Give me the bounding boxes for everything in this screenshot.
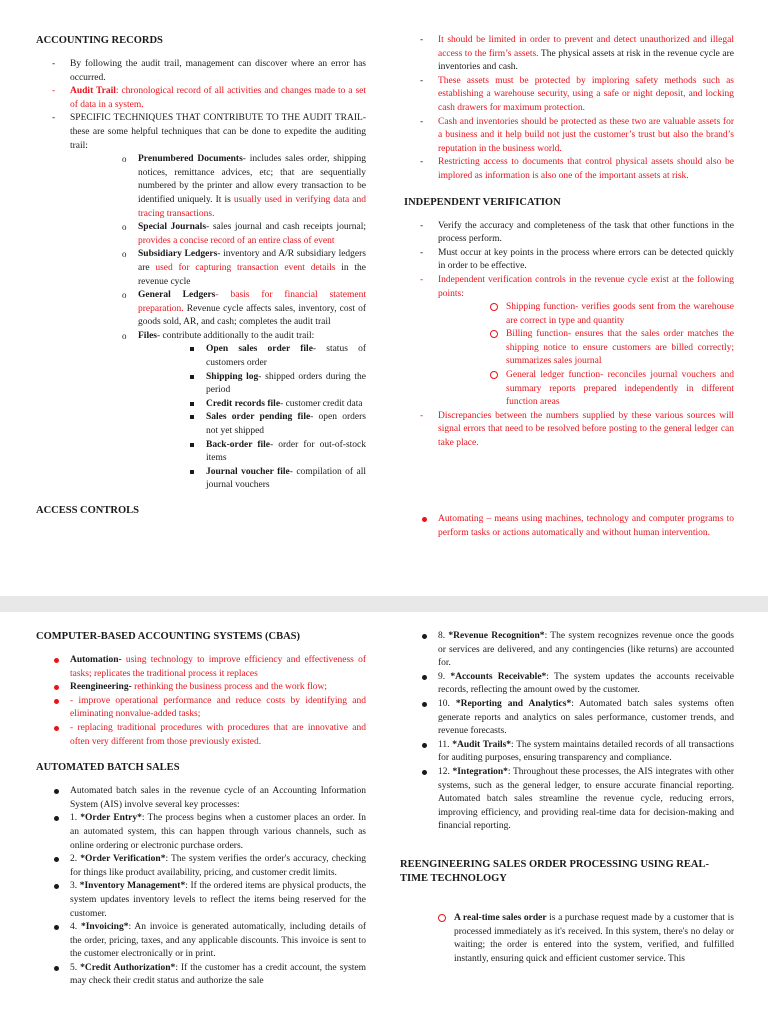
cbas-heading: COMPUTER-BASED ACCOUNTING SYSTEMS (CBAS) <box>36 631 300 642</box>
list-item: - Must occur at key points in the process where errors can be detected quickly in order to be effective. <box>420 247 734 272</box>
list-item: Automated batch sales in the revenue cycle of an Accounting Information System (AIS) involve several key processes: <box>36 785 366 812</box>
bullet-marker <box>54 884 59 889</box>
bullet-marker <box>422 517 427 522</box>
bullet-marker <box>54 816 59 821</box>
list-item: - replacing traditional procedures with procedures that are innovative and often very different from those previously existed. <box>36 722 366 749</box>
dash-marker: - <box>420 75 424 86</box>
list-item: - Verify the accuracy and completeness of the task that other functions in the process perform. <box>420 220 734 245</box>
bullet-marker <box>422 743 427 748</box>
list-item: Sales order pending file- open orders not yet shipped <box>172 411 366 438</box>
circle-marker <box>490 371 498 379</box>
square-marker <box>190 402 194 406</box>
bullet-marker <box>54 789 59 794</box>
list-item: Journal voucher file- compilation of all journal vouchers <box>172 466 366 493</box>
reengineering-heading: REENGINEERING SALES ORDER PROCESSING USING REAL-TIME TECHNOLOGY <box>400 858 709 884</box>
list-item: Shipping log- shipped orders during the period <box>172 371 366 398</box>
circle-marker: o <box>122 222 127 233</box>
circle-marker: o <box>122 154 127 165</box>
circle-marker <box>490 330 498 338</box>
dash-marker: - <box>420 116 424 127</box>
list-item: - It should be limited in order to prevent and detect unauthorized and illegal access to the firm’s assets. The physical assets at risk in the revenue cycle are inventories and cash. <box>420 35 734 73</box>
list-item: - Restricting access to documents that control physical assets should also be implored as information is also one of the important assets at risk. <box>420 157 734 181</box>
bullet-marker <box>54 658 59 663</box>
list-item: - Discrepancies between the numbers supplied by these various sources will signal errors that need to be resolved before posting to the general ledger can take place. <box>420 410 734 449</box>
circle-marker <box>490 303 498 311</box>
list-item: Back-order file- order for out-of-stock items <box>172 439 366 466</box>
page-separator <box>0 596 768 612</box>
realtime-list <box>404 912 734 966</box>
dash-marker: - <box>420 157 424 168</box>
bullet-marker <box>422 702 427 707</box>
dash-marker: - <box>420 274 424 285</box>
independent-verification-list <box>404 220 734 451</box>
circle-marker: o <box>122 330 127 341</box>
bullet-marker <box>422 634 427 639</box>
list-item: General ledger function- reconciles journal vouchers and summary reports prepared independently in different function areas <box>474 369 734 410</box>
list-item: 2. *Order Verification*: The system verifies the order's accuracy, checking for things like product availability, pricing, and customer credit limits. <box>36 853 366 880</box>
list-item: o General Ledgers- basis for financial statement preparation. Revenue cycle affects sales, inventory, cost of goods sold, AR, and cash; completes the audit trail <box>122 290 366 328</box>
square-marker <box>190 470 194 474</box>
left-column <box>36 34 366 493</box>
list-item: o Special Journals- sales journal and cash receipts journal; provides a concise record of an entire class of event <box>122 222 366 246</box>
list-item: 4. *Invoicing*: An invoice is generated automatically, including details of the order, pricing, taxes, and any applicable discounts. This invoice is sent to the customer electronically or in print. <box>36 921 366 962</box>
list-item: - By following the audit trail, management can discover where an error has occurred. <box>52 59 366 83</box>
square-marker <box>190 375 194 379</box>
document-page-2 <box>0 612 768 1024</box>
list-item: Shipping function- verifies goods sent from the warehouse are correct in type and quantity <box>474 301 734 328</box>
list-item: - SPECIFIC TECHNIQUES THAT CONTRIBUTE TO THE AUDIT TRAIL- these are some helpful techniques that can be done to expedite the auditing trail: o Prenumbered Documents- includes sales order, shipping notices, remittance advices, etc; that are sequentially numbered by the printer and allow every transaction to be identified uniquely. It is usually used in verifying data and tracing transactions. o Special Journals- sales journal and cash receipts journal; provides a concise record of an entire class of event o Subsidiary Ledgers- inventory and A/R subsidiary ledgers are used for capturing transaction event details in the revenue cycle o General Ledgers- basis for financial statement preparation. Revenue cycle affects sales, inventory, cost of goods sold, AR, and cash; completes the audit trail o Files- contribute additionally to the audit trail: Open sales order file- status of customers order Shipping log- shipped orders during the period Credit records file- customer credit data Sales order pending file- open orders not yet shipped Back-order file- order for out-of-stock items Journal voucher file- compilation of all journal vouchers <box>36 112 366 493</box>
list-item: Automating – means using machines, technology and computer programs to perform tasks or actions automatically and without human intervention. <box>404 513 734 540</box>
bullet-marker <box>54 699 59 704</box>
list-item: - Independent verification controls in the revenue cycle exist at the following points: Shipping function- verifies goods sent from the warehouse are correct in type and quantity Billing function- ensures that the sales order matches the shipping notice to ensure customers are billed correctly; summarizes sales journal General ledger function- reconciles journal vouchers and summary reports prepared independently in different function areas <box>404 274 734 410</box>
verification-points-list <box>438 301 734 410</box>
dash-marker: - <box>52 59 56 69</box>
list-item: 9. *Accounts Receivable*: The system updates the accounts receivable records, reflecting the amount owed by the customer. <box>404 671 734 698</box>
circle-marker <box>438 914 446 922</box>
list-item: o Files- contribute additionally to the audit trail: Open sales order file- status of customers order Shipping log- shipped orders during the period Credit records file- customer credit data Sales order pending file- open orders not yet shipped Back-order file- order for out-of-stock items Journal voucher file- compilation of all journal vouchers <box>106 330 366 493</box>
accounting-records-heading: ACCOUNTING RECORDS <box>36 35 163 46</box>
list-item: A real-time sales order is a purchase request made by a customer that is processed immediately as it's received. In this system, there's no delay or waiting; the order is entered into the system, verified, and fulfilled instantly, ensuring quick and efficient customer service. This <box>422 912 734 966</box>
list-item: - These assets must be protected by imploring safety methods such as establishing a warehouse security, using a safe or night deposit, and locking cash drawers for maximum protection. <box>420 75 734 113</box>
list-item: Credit records file- customer credit data <box>172 398 366 412</box>
bullet-marker <box>54 726 59 731</box>
bullet-marker <box>422 770 427 775</box>
list-item: - Cash and inventories should be protected as these two are valuable assets for a business and it help build not just the customer’s trust but also the brand’s reputation in the business world. <box>420 116 734 154</box>
right-column <box>404 34 734 451</box>
bullet-marker <box>54 685 59 690</box>
list-item: Automation- using technology to improve efficiency and effectiveness of tasks; replicates the traditional process it replaces <box>36 654 366 681</box>
list-item: - Audit Trail: chronological record of all activities and changes made to a set of data in a system. <box>52 86 366 110</box>
bullet-marker <box>54 857 59 862</box>
bullet-marker <box>422 675 427 680</box>
list-item: 3. *Inventory Management*: If the ordered items are physical products, the system updates inventory levels to reflect the items being reserved for the customer. <box>36 880 366 921</box>
left-column <box>36 630 366 989</box>
bullet-marker <box>54 966 59 971</box>
circle-marker: o <box>122 290 127 301</box>
techniques-list <box>70 153 366 493</box>
right-column <box>400 630 735 966</box>
square-marker <box>190 415 194 419</box>
dash-marker: - <box>420 220 424 231</box>
list-item: o Prenumbered Documents- includes sales order, shipping notices, remittance advices, etc; that are sequentially numbered by the printer and allow every transaction to be identified uniquely. It is usually used in verifying data and tracing transactions. <box>122 154 366 219</box>
list-item: Billing function- ensures that the sales order matches the shipping notice to ensure customers are billed correctly; summarizes sales journal <box>474 328 734 369</box>
batch-sales-list-continued <box>404 630 734 834</box>
dash-marker: - <box>52 113 56 124</box>
square-marker <box>190 443 194 447</box>
list-item: 12. *Integration*: Throughout these processes, the AIS integrates with other systems, such as the general ledger, to ensure accurate financial reporting. Automated batch sales streamline the revenue cycle, reducing errors, improving efficiency, and providing real-time data for decision-making and financial reporting. <box>404 766 734 834</box>
list-item: 8. *Revenue Recognition*: The system recognizes revenue once the goods or services are delivered, and any contingencies (like returns) are accounted for. <box>404 630 734 671</box>
bullet-marker <box>54 925 59 930</box>
accounting-records-list <box>36 58 366 493</box>
circle-marker: o <box>122 249 127 260</box>
list-item: 10. *Reporting and Analytics*: Automated batch sales systems often generate reports and analytics on sales performance, customer trends, and revenue forecasts. <box>404 698 734 739</box>
dash-marker: - <box>52 86 56 97</box>
access-controls-list <box>404 34 734 184</box>
dash-marker: - <box>420 410 424 421</box>
list-item: o Subsidiary Ledgers- inventory and A/R subsidiary ledgers are used for capturing transaction event details in the revenue cycle <box>122 249 367 287</box>
access-controls-heading: ACCESS CONTROLS <box>36 505 139 516</box>
automated-batch-sales-heading: AUTOMATED BATCH SALES <box>36 762 180 774</box>
list-item: Open sales order file- status of customers order <box>172 343 366 370</box>
files-list <box>138 343 366 493</box>
independent-verification-heading: INDEPENDENT VERIFICATION <box>404 196 561 208</box>
list-item: 5. *Credit Authorization*: If the customer has a credit account, the system may check their credit status and authorize the sale <box>36 962 366 989</box>
list-item: - improve operational performance and reduce costs by identifying and eliminating nonvalue-added tasks; <box>36 695 366 722</box>
automating-list <box>404 513 734 540</box>
cbas-list <box>36 654 366 749</box>
list-item: Reengineering- rethinking the business process and the work flow; <box>36 681 366 695</box>
batch-sales-list <box>36 785 366 989</box>
dash-marker: - <box>420 35 424 45</box>
dash-marker: - <box>420 247 424 258</box>
list-item: 1. *Order Entry*: The process begins when a customer places an order. In an automated system, this can happen through various channels, such as online ordering or electronic purchase orders. <box>36 812 366 853</box>
square-marker <box>190 347 194 351</box>
list-item: 11. *Audit Trails*: The system maintains detailed records of all transactions for auditing purposes, ensuring transparency and compliance. <box>404 739 734 766</box>
